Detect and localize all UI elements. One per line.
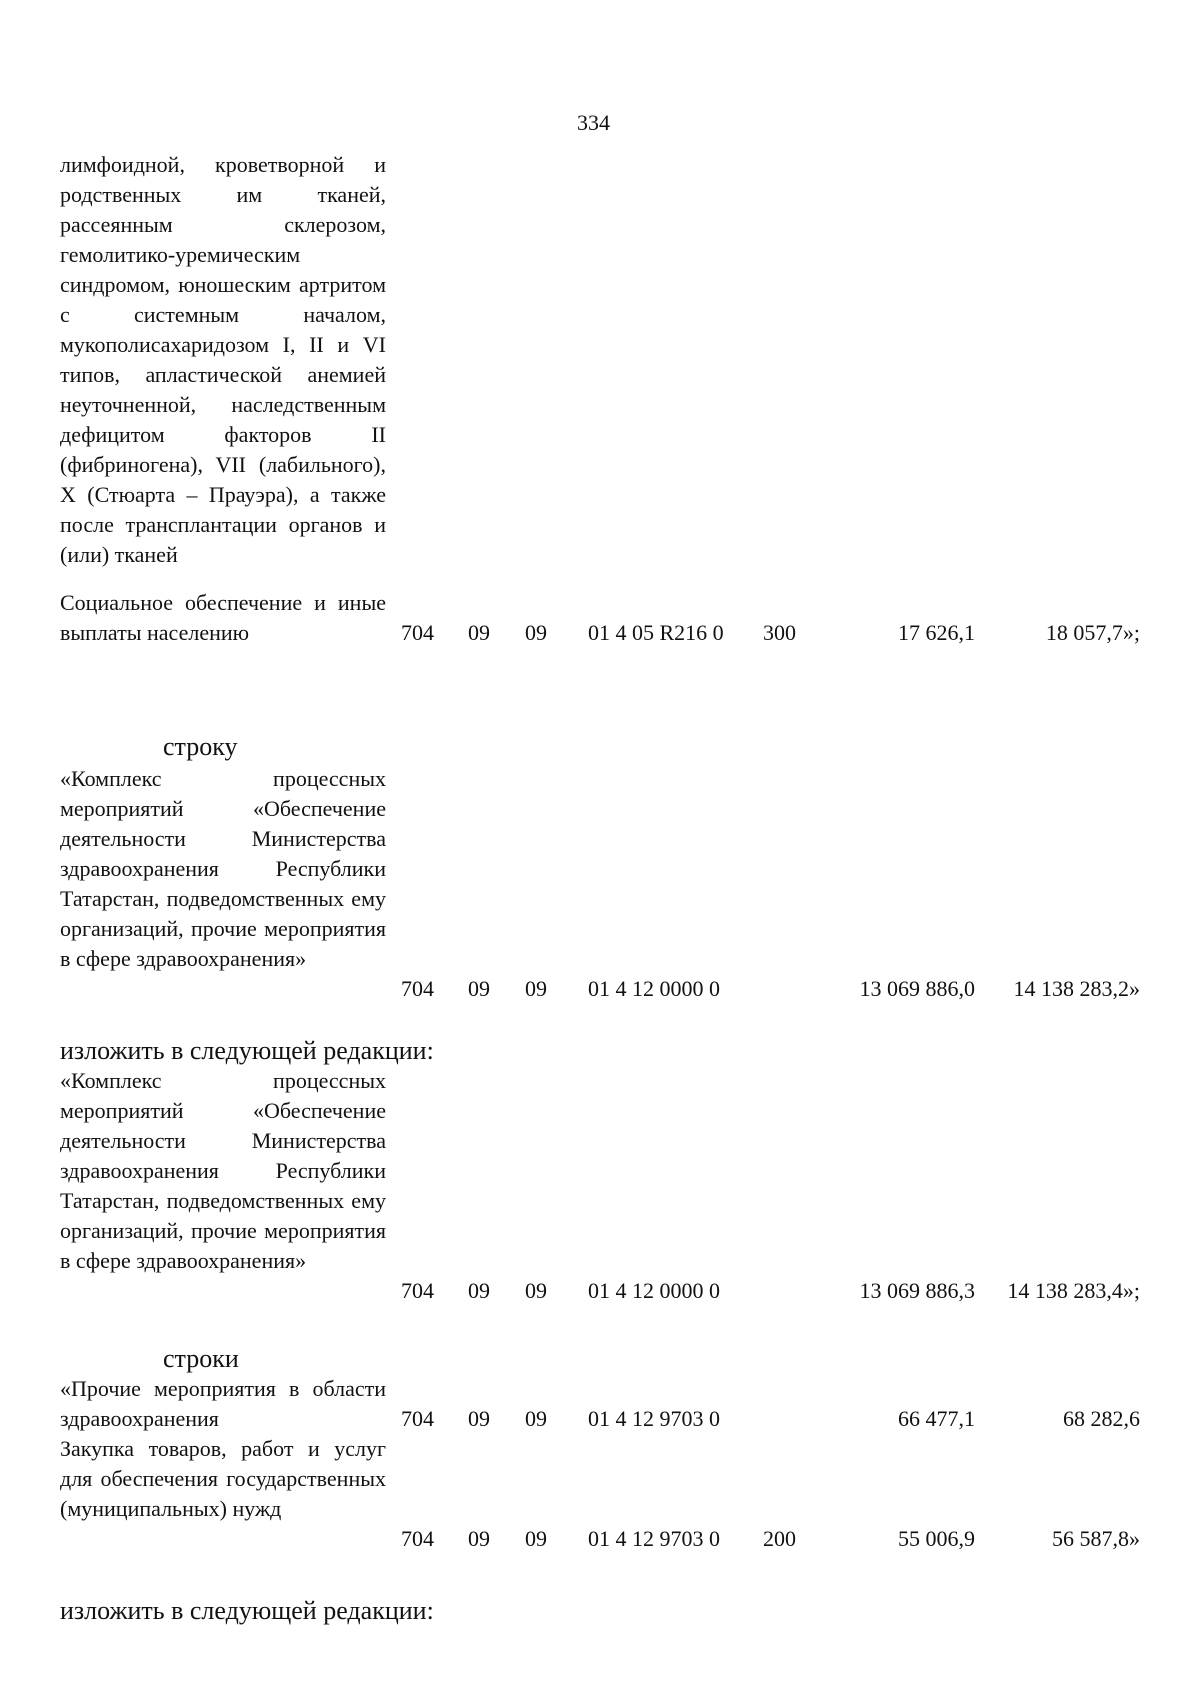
cell-value-2024: 66 477,1 bbox=[898, 1406, 975, 1431]
cell-value-2025: 68 282,6 bbox=[1063, 1406, 1140, 1431]
cell-ved: 704 bbox=[401, 1526, 434, 1551]
cell-rz: 09 bbox=[468, 1278, 490, 1303]
cell-rz: 09 bbox=[468, 976, 490, 1001]
cell-pr: 09 bbox=[525, 1406, 547, 1431]
cell-rz: 09 bbox=[468, 1406, 490, 1431]
row-description: «Комплекс процессных мероприятий «Обеспечение деятельности Министерства здравоохранения Республики Татарстан, подведомственных ему организаций, прочие мероприятия в сфере здравоохранения» bbox=[60, 766, 386, 971]
cell-value-2025: 18 057,7»; bbox=[1045, 620, 1140, 645]
cell-value-2025: 56 587,8» bbox=[1052, 1526, 1140, 1551]
page-number: 334 bbox=[577, 110, 610, 135]
row-description: Закупка товаров, работ и услуг для обеспечения государственных (муниципальных) нужд bbox=[60, 1436, 386, 1521]
cell-vr: 300 bbox=[763, 620, 796, 645]
cell-value-2025: 14 138 283,2» bbox=[1013, 976, 1140, 1001]
cell-pr: 09 bbox=[525, 976, 547, 1001]
cell-value-2024: 17 626,1 bbox=[898, 620, 975, 645]
row-description-continued: лимфоидной, кроветворной и родственных им тканей, рассеянным склерозом, гемолитико-уремическим синдромом, юношеским артритом с системным началом, мукополисахаридозом I, II и VI типов, апластической анемией неуточненной, наследственным дефицитом факторов II (фибриногена), VII (лабильного), X (Стюарта – Прауэра), а также после трансплантации органов и (или) тканей bbox=[60, 152, 386, 567]
cell-ved: 704 bbox=[401, 620, 434, 645]
cell-value-2024: 13 069 886,0 bbox=[859, 976, 975, 1001]
cell-value-2024: 55 006,9 bbox=[898, 1526, 975, 1551]
cell-csr: 01 4 12 9703 0 bbox=[588, 1406, 720, 1431]
row-description: «Комплекс процессных мероприятий «Обеспечение деятельности Министерства здравоохранения Республики Татарстан, подведомственных ему организаций, прочие мероприятия в сфере здравоохранения» bbox=[60, 1068, 386, 1273]
cell-vr: 200 bbox=[763, 1526, 796, 1551]
cell-value-2024: 13 069 886,3 bbox=[859, 1278, 975, 1303]
cell-value-2025: 14 138 283,4»; bbox=[1007, 1278, 1140, 1303]
cell-csr: 01 4 05 R216 0 bbox=[588, 620, 724, 645]
section-heading: изложить в следующей редакции: bbox=[60, 1596, 434, 1625]
cell-pr: 09 bbox=[525, 1278, 547, 1303]
row-description-social: Социальное обеспечение и иные выплаты населению bbox=[60, 590, 386, 645]
cell-csr: 01 4 12 0000 0 bbox=[588, 1278, 720, 1303]
cell-ved: 704 bbox=[401, 1406, 434, 1431]
section-heading: изложить в следующей редакции: bbox=[60, 1036, 434, 1065]
row-description: «Прочие мероприятия в области здравоохранения bbox=[60, 1376, 386, 1431]
cell-csr: 01 4 12 9703 0 bbox=[588, 1526, 720, 1551]
section-heading: строку bbox=[163, 732, 238, 761]
cell-pr: 09 bbox=[525, 620, 547, 645]
cell-rz: 09 bbox=[468, 620, 490, 645]
cell-ved: 704 bbox=[401, 1278, 434, 1303]
cell-csr: 01 4 12 0000 0 bbox=[588, 976, 720, 1001]
section-heading: строки bbox=[163, 1344, 239, 1373]
cell-ved: 704 bbox=[401, 976, 434, 1001]
cell-rz: 09 bbox=[468, 1526, 490, 1551]
cell-pr: 09 bbox=[525, 1526, 547, 1551]
